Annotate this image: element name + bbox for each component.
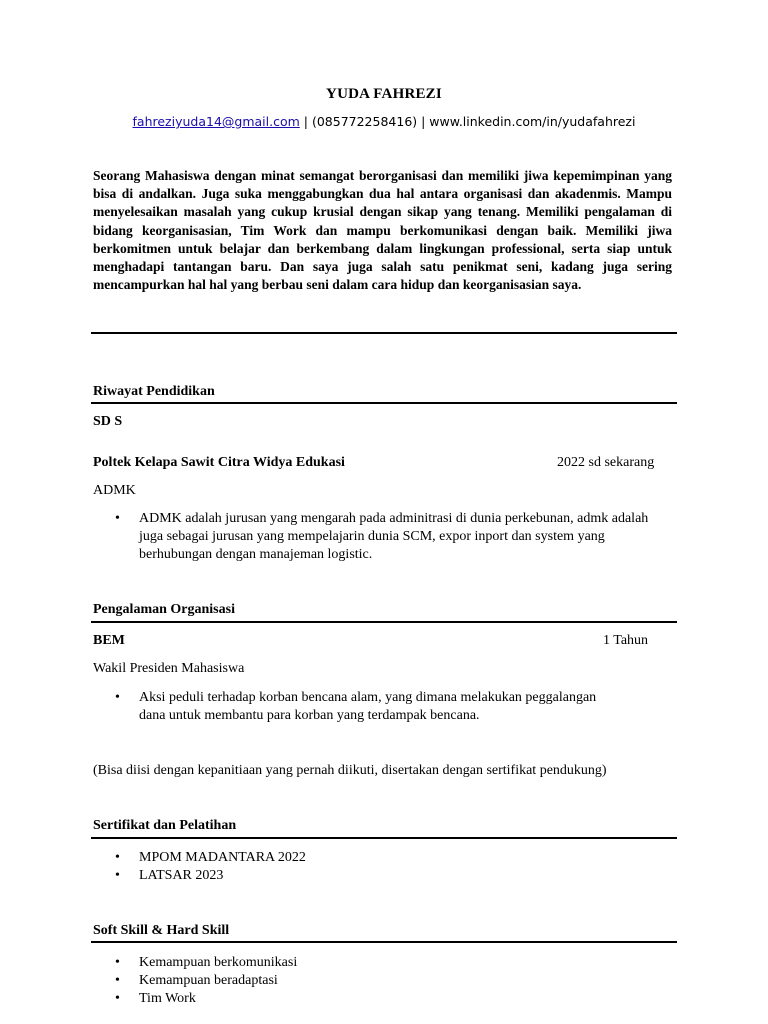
email-link[interactable]: fahreziyuda14@gmail.com xyxy=(132,114,300,129)
list-item: • Kemampuan berkomunikasi xyxy=(93,954,673,972)
school-2-period: 2022 sd sekarang xyxy=(557,455,655,470)
profile-summary: Seorang Mahasiswa dengan minat semangat berorganisasi dan memiliki jiwa kepemimpinan yang bisa di andalkan. Juga suka menggabungkan dua hal antara organisasi dan akadenmis. Mampu menyelesaikan masalah yang cukup krusial dengan sikap yang tenang. Memiliki pengalaman di bidang keorganisasian, Tim Work dan mampu berkomunikasi dengan baik. Memiliki jiwa berkomitmen untuk belajar dan berkembang dalam lingkungan professional, serta siap untuk menghadapi tantangan baru. Dan saya juga salah satu penikmat seni, kadang juga sering mencampurkan hal hal yang berbau seni dalam cara hidup dan keorganisasian saya. xyxy=(93,168,672,293)
education-bullets xyxy=(93,510,673,564)
contact-line xyxy=(0,114,768,129)
list-item: • Aksi peduli terhadap korban bencana alam, yang dimana melakukan peggalangan dana untuk membantu para korban yang terdampak bencana. xyxy=(93,689,613,725)
organization-divider xyxy=(91,621,677,623)
major: ADMK xyxy=(93,483,136,498)
summary-divider xyxy=(91,332,677,334)
organization-name: BEM xyxy=(93,633,125,648)
school-1: SD S xyxy=(93,414,123,429)
education-heading: Riwayat Pendidikan xyxy=(93,384,215,399)
organization-duration: 1 Tahun xyxy=(603,633,649,648)
list-item: • Kemampuan beradaptasi xyxy=(93,972,673,990)
certificates-list xyxy=(93,849,673,885)
contact-details: | (085772258416) | www.linkedin.com/in/yudafahrezi xyxy=(299,114,636,129)
education-divider xyxy=(91,402,677,404)
candidate-name: YUDA FAHREZI xyxy=(326,86,442,102)
school-2: Poltek Kelapa Sawit Citra Widya Edukasi xyxy=(93,455,345,470)
skills-list xyxy=(93,954,673,1008)
list-item: • MPOM MADANTARA 2022 xyxy=(93,849,673,867)
certificates-divider xyxy=(91,837,677,839)
list-item: • Tim Work xyxy=(93,990,673,1008)
list-item: • ADMK adalah jurusan yang mengarah pada adminitrasi di dunia perkebunan, admk adalah juga sebagai jurusan yang mempelajarin dunia SCM, expor inport dan system yang berhubungan dengan manajeman logistic. xyxy=(93,510,673,564)
organization-heading: Pengalaman Organisasi xyxy=(93,602,235,617)
list-item: • LATSAR 2023 xyxy=(93,867,673,885)
skills-divider xyxy=(91,941,677,943)
certificates-heading: Sertifikat dan Pelatihan xyxy=(93,818,237,833)
organization-bullets xyxy=(93,689,613,725)
organization-note: (Bisa diisi dengan kepanitiaan yang pernah diikuti, disertakan dengan sertifikat pendukung) xyxy=(93,763,607,778)
organization-role: Wakil Presiden Mahasiswa xyxy=(93,661,245,676)
skills-heading: Soft Skill & Hard Skill xyxy=(93,923,230,938)
